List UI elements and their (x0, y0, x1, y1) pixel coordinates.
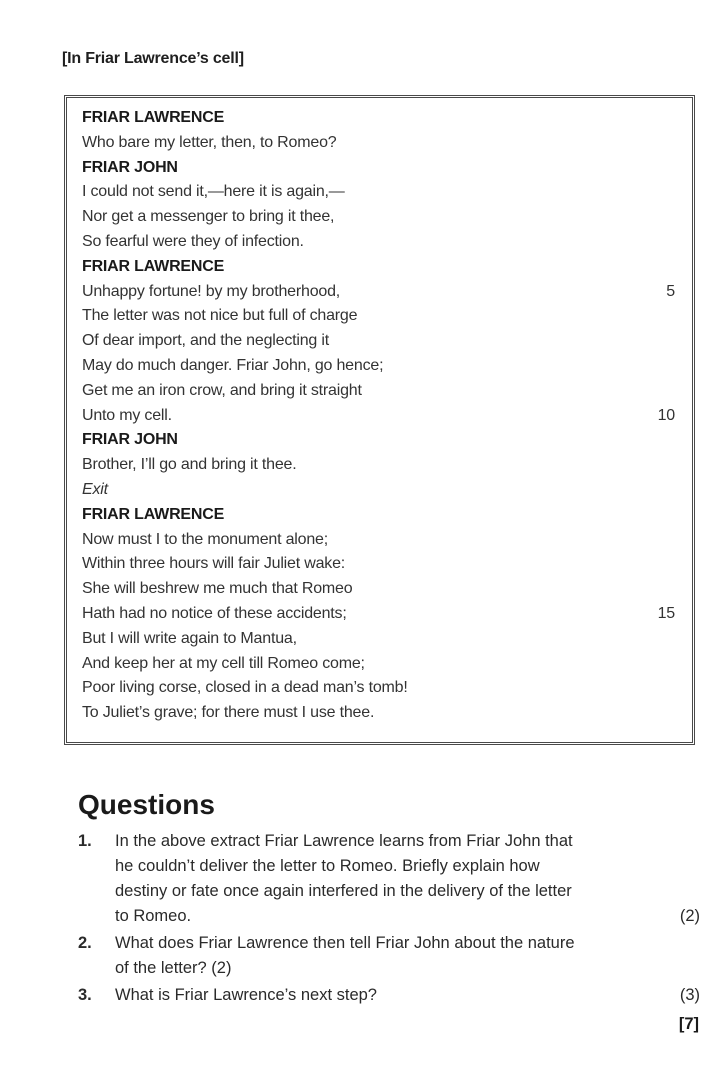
line-text: Get me an iron crow, and bring it straight (82, 381, 362, 399)
dialogue-line (82, 180, 682, 205)
line-text: Exit (82, 481, 108, 498)
line-text: Nor get a messenger to bring it thee, (82, 208, 335, 226)
line-text: So fearful were they of infection. (82, 233, 304, 250)
dialogue-line (82, 280, 682, 305)
line-text: Hath had no notice of these accidents; (82, 605, 347, 622)
dialogue-line (82, 602, 682, 627)
line-text: FRIAR JOHN (82, 158, 178, 176)
question-number: 1. (78, 832, 92, 850)
line-text: FRIAR JOHN (82, 431, 178, 449)
line-text: FRIAR LAWRENCE (82, 505, 225, 523)
speaker-name (82, 428, 682, 453)
scene-setting: [In Friar Lawrence’s cell] (62, 50, 244, 67)
dialogue-line (82, 528, 682, 553)
line-text: I could not send it,—here it is again,— (82, 183, 345, 201)
question-text: In the above extract Friar Lawrence learns from Friar John that (115, 832, 573, 850)
dialogue-line (82, 453, 682, 478)
dialogue-line (82, 652, 682, 677)
line-number: 15 (657, 605, 675, 622)
question-number: 2. (78, 934, 92, 952)
line-number: 10 (657, 406, 675, 424)
line-text: Within three hours will fair Juliet wake: (82, 555, 346, 573)
dialogue-line (82, 676, 682, 701)
speaker-name (82, 156, 682, 181)
question-item (78, 829, 700, 929)
line-text: The letter was not nice but full of charge (82, 307, 358, 325)
line-text: To Juliet’s grave; for there must I use thee. (82, 704, 375, 722)
line-text: Who bare my letter, then, to Romeo? (82, 133, 337, 151)
total-marks: [7] (678, 1015, 699, 1033)
line-text: Brother, I’ll go and bring it thee. (82, 456, 297, 474)
questions-heading: Questions (78, 789, 215, 820)
question-number: 3. (78, 986, 92, 1004)
question-item (78, 983, 700, 1008)
line-text: Now must I to the monument alone; (82, 530, 328, 548)
line-text: FRIAR LAWRENCE (82, 109, 225, 126)
question-text: he couldn’t deliver the letter to Romeo. Briefly explain how (115, 857, 540, 875)
line-text: She will beshrew me much that Romeo (82, 580, 353, 598)
dialogue-line (82, 329, 682, 354)
speaker-name (82, 106, 682, 131)
question-text: to Romeo. (115, 907, 192, 925)
line-number: 5 (666, 282, 675, 300)
dialogue-line (82, 205, 682, 230)
dialogue-line (82, 230, 682, 255)
line-text: But I will write again to Mantua, (82, 629, 297, 647)
dialogue-line (82, 304, 682, 329)
line-text: Of dear import, and the neglecting it (82, 332, 329, 350)
speaker-name (82, 255, 682, 280)
dialogue-line (82, 701, 682, 726)
question-text: of the letter? (2) (115, 959, 232, 977)
line-text: Unto my cell. (82, 406, 172, 424)
line-text: May do much danger. Friar John, go hence; (82, 357, 384, 374)
dialogue-line (82, 577, 682, 602)
line-text: Poor living corse, closed in a dead man’s tomb! (82, 679, 408, 697)
speaker-name (82, 503, 682, 528)
question-text: What does Friar Lawrence then tell Friar John about the nature (115, 934, 575, 952)
line-text: Unhappy fortune! by my brotherhood, (82, 282, 341, 300)
line-text: And keep her at my cell till Romeo come; (82, 654, 365, 672)
question-marks: (3) (679, 986, 700, 1004)
dialogue-line (82, 627, 682, 652)
dialogue-line (82, 404, 682, 429)
question-text: What is Friar Lawrence’s next step? (115, 986, 377, 1004)
question-text: destiny or fate once again interfered in the delivery of the letter (115, 882, 572, 900)
dialogue-line (82, 552, 682, 577)
question-marks: (2) (679, 907, 700, 925)
dialogue-line (82, 379, 682, 404)
dialogue-line (82, 131, 682, 156)
line-text: FRIAR LAWRENCE (82, 257, 225, 275)
dialogue-line (82, 354, 682, 379)
question-item (78, 931, 700, 981)
stage-direction (82, 478, 682, 503)
